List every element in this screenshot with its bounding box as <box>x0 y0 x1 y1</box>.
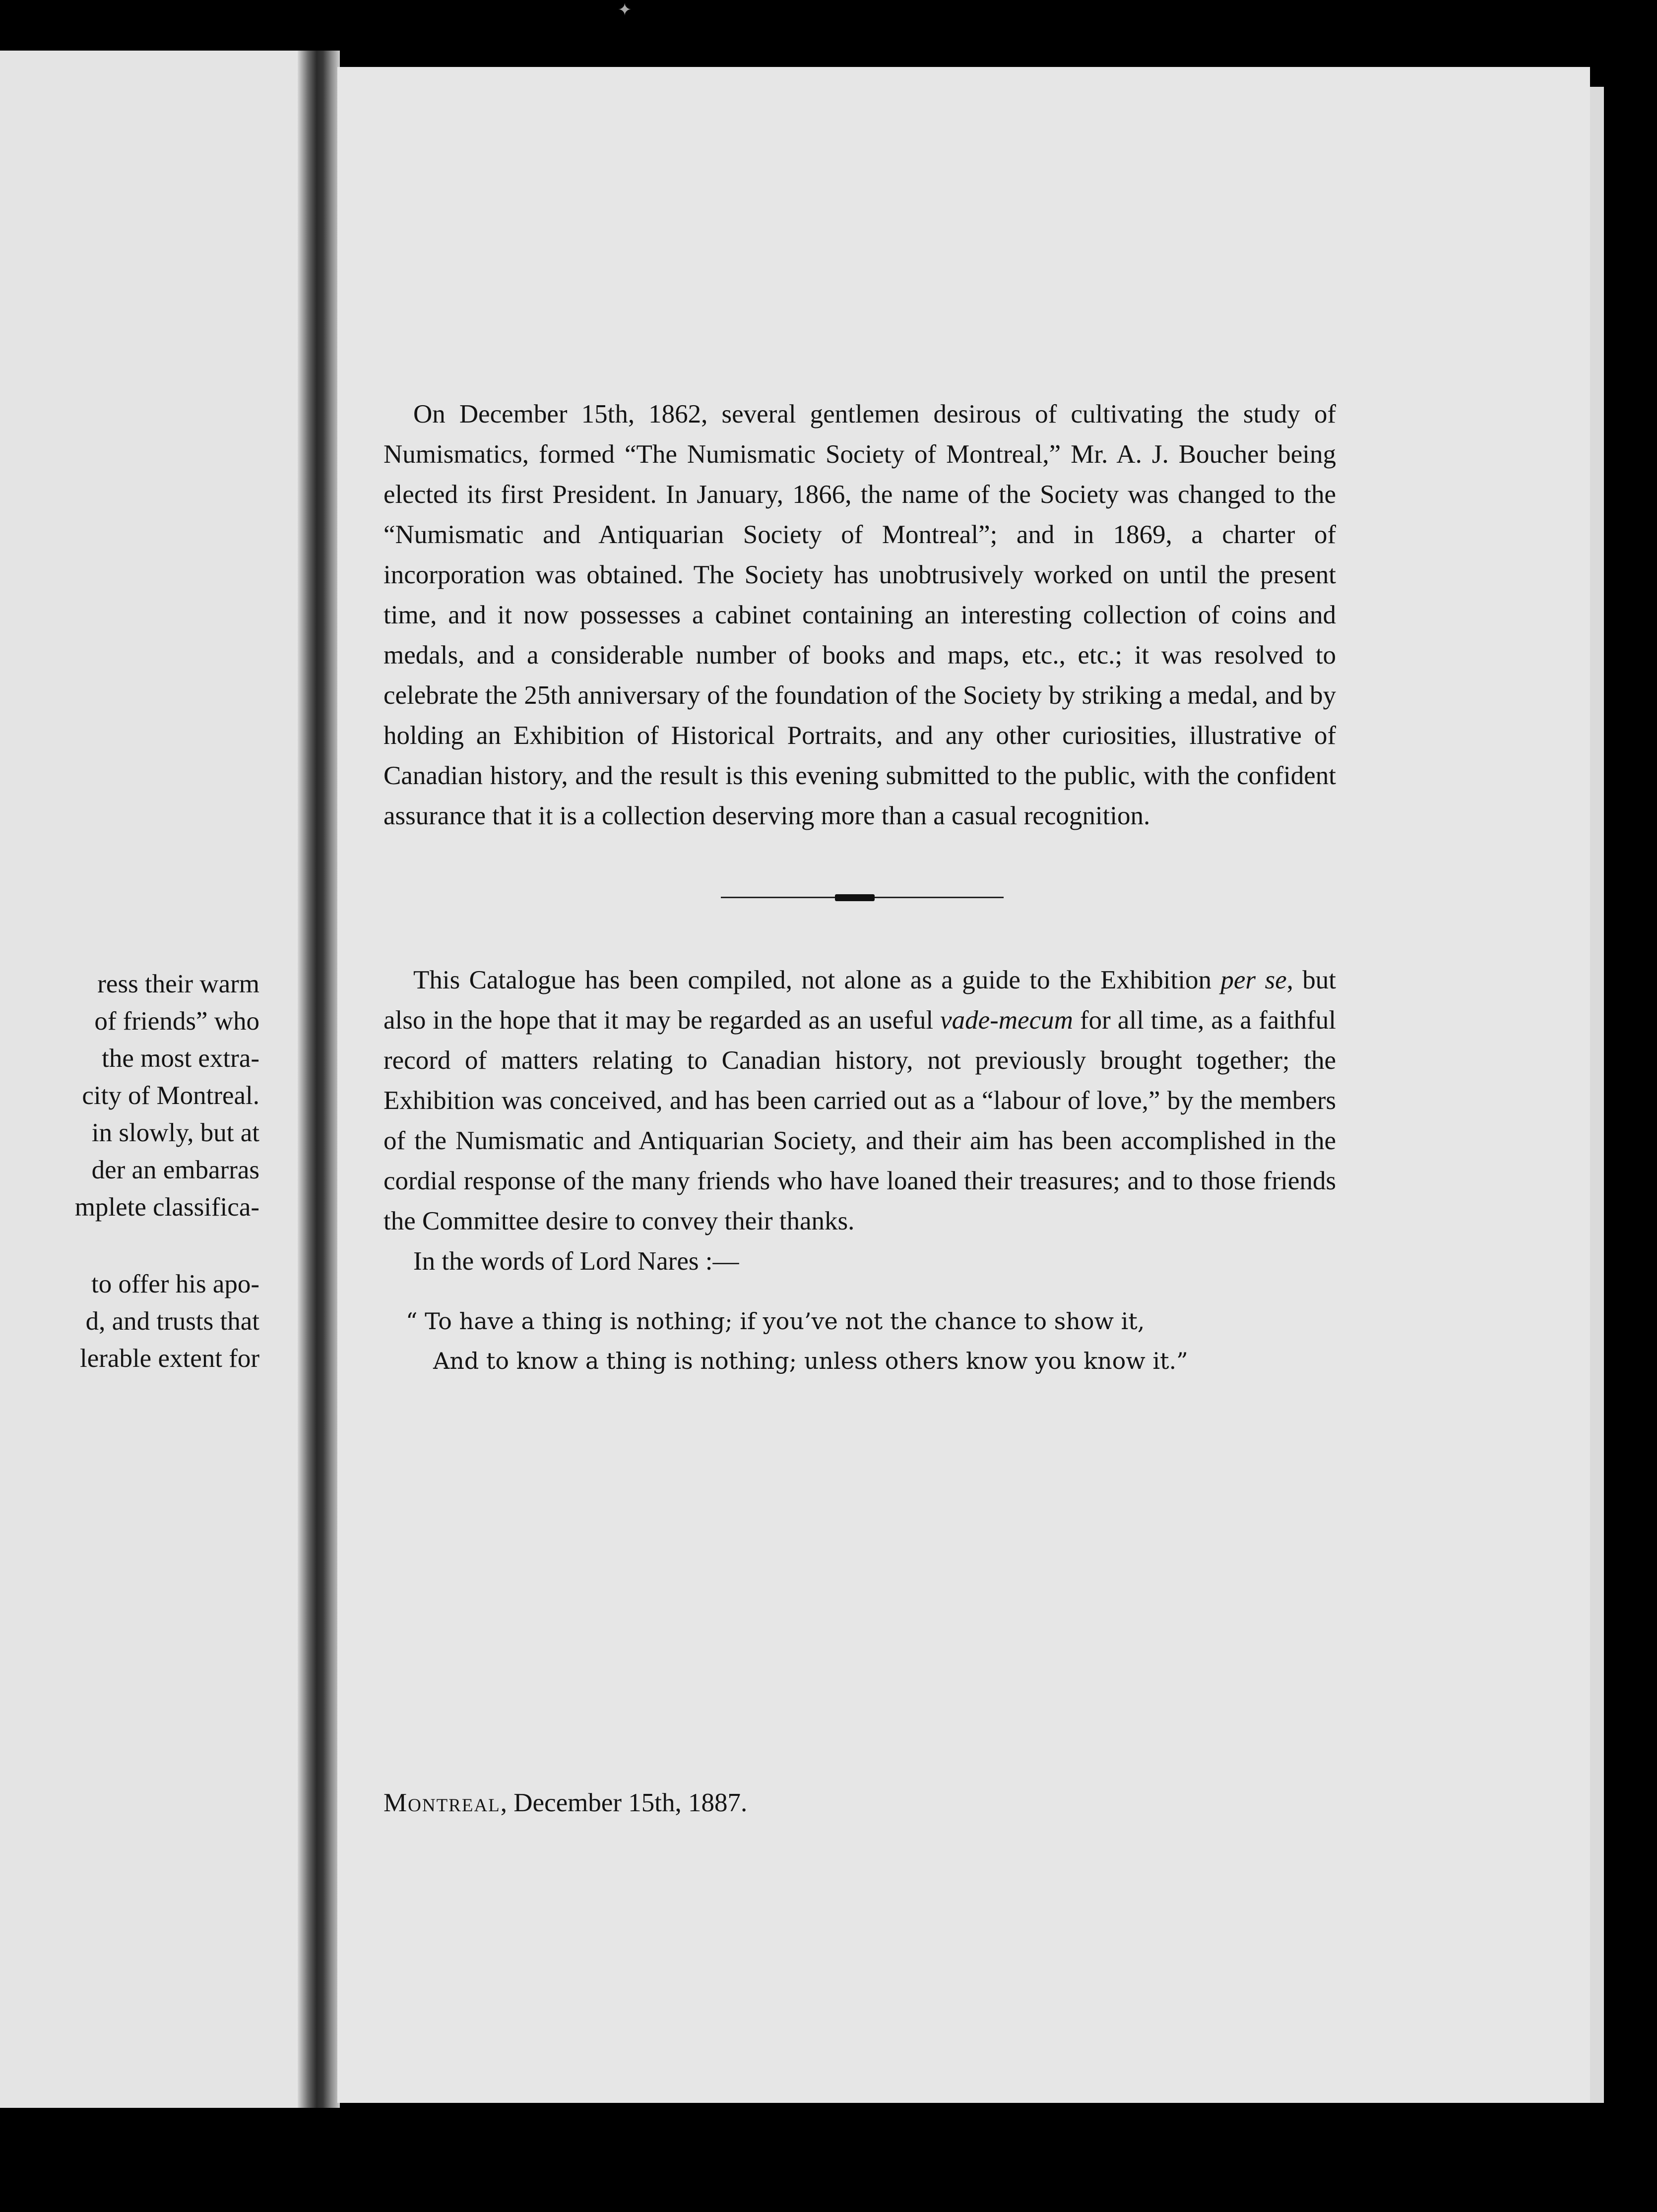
italic-vade-mecum: vade-mecum <box>940 1006 1073 1035</box>
section-divider <box>383 866 1336 925</box>
left-page <box>0 51 307 2108</box>
left-line: ress their warm <box>97 970 259 998</box>
signoff-date: , December 15th, 1887. <box>500 1788 748 1817</box>
left-page-text-fragment <box>75 966 259 1377</box>
scan-artifact-icon: ✦ <box>618 1 632 19</box>
left-line: to offer his apo- <box>91 1270 259 1298</box>
preface-body <box>383 394 1336 1381</box>
lord-nares-quote <box>406 1301 1336 1381</box>
left-line: city of Montreal. <box>82 1081 259 1110</box>
divider-ornament-icon <box>835 894 875 901</box>
paragraph-catalogue-purpose: This Catalogue has been compiled, not alone as a guide to the Exhibition per se, but also in the hope that it may be regarded as an useful vade-mecum for all time, as a faithful record of matters relating to Canadian history, not previously brought together; the Exhibition was conceived, and has been carried out as a “labour of love,” by the members of the Numismatic and Antiquarian Society, and their aim has been accomplished in the cordial response of the many friends who have loaned their treasures; and to those friends the Committee desire to convey their thanks. <box>383 966 1336 1235</box>
left-line: der an embarras <box>91 1156 259 1184</box>
quote-line: “ To have a thing is nothing; if you’ve not the chance to show it, <box>406 1308 1145 1335</box>
left-line: the most extra- <box>102 1044 259 1073</box>
left-line: mplete classifica- <box>74 1193 259 1222</box>
left-line: lerable extent for <box>80 1344 259 1373</box>
paragraph-society-history: On December 15th, 1862, several gentlemen desirous of cultivating the study of Numismatics, formed “The Numismatic Society of Montreal,” Mr. A. J. Boucher being elected its first President. In January, 1866, the name of the Society was changed to the “Numismatic and Antiquarian Society of Montreal”; and in 1869, a charter of incorporation was obtained. The Society has unobtrusively worked on until the present time, and it now possesses a cabinet containing an interesting collection of coins and medals, and a considerable number of books and maps, etc., etc.; it was resolved to celebrate the 25th anniversary of the foundation of the Society by striking a medal, and by holding an Exhibition of Historical Portraits, and any other curiosities, illustrative of Canadian history, and the result is this evening submitted to the public, with the confident assurance that it is a collection deserving more than a casual recognition. <box>383 400 1336 830</box>
left-line: d, and trusts that <box>85 1307 259 1336</box>
quote-line: And to know a thing is nothing; unless others know you know it.” <box>433 1348 1188 1374</box>
left-line: in slowly, but at <box>91 1118 259 1147</box>
signoff-place: Montreal <box>383 1788 501 1817</box>
page-edge <box>1590 87 1604 2103</box>
quote-introduction: In the words of Lord Nares :— <box>413 1247 739 1276</box>
italic-per-se: per se <box>1220 966 1287 994</box>
left-line: of friends” who <box>94 1007 259 1036</box>
right-page <box>337 67 1590 2103</box>
place-date-signoff <box>383 1788 747 1818</box>
book-gutter <box>298 51 340 2108</box>
